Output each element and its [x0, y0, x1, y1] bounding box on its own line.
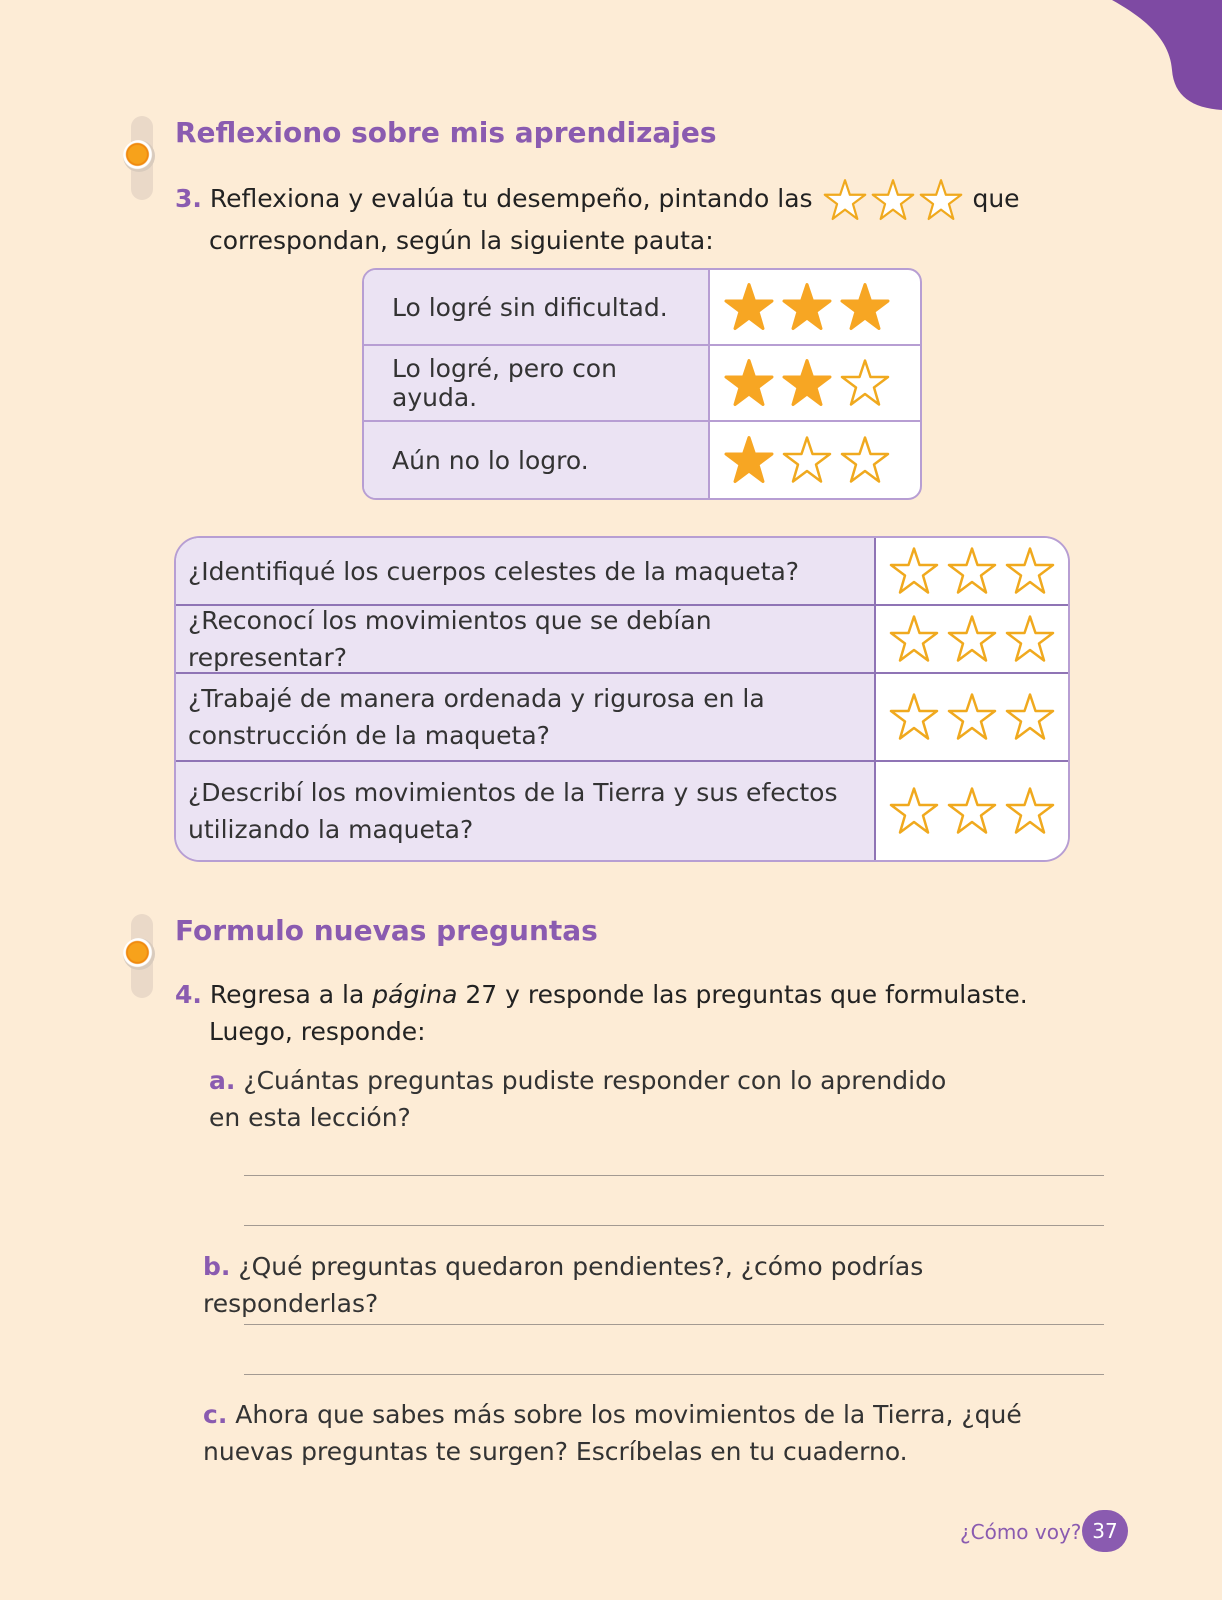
rating-stars: [876, 538, 1068, 604]
rating-stars: [876, 606, 1068, 672]
empty-star-icon[interactable]: [947, 614, 997, 664]
empty-star-icon[interactable]: [1005, 786, 1055, 836]
answer-line[interactable]: [244, 1324, 1104, 1325]
question-text: Regresa a la: [209, 980, 365, 1009]
legend-row: [364, 270, 920, 346]
answer-line[interactable]: [244, 1225, 1104, 1226]
empty-star-icon[interactable]: [1005, 692, 1055, 742]
empty-star-icon: [919, 178, 963, 222]
filled-star-icon: [724, 358, 774, 408]
question-text: Reflexiona y evalúa tu desempeño, pintando las: [209, 184, 813, 213]
empty-star-icon: [782, 435, 832, 485]
rating-stars: [876, 762, 1068, 860]
sub-item-c: c. Ahora que sabes más sobre los movimientos de la Tierra, ¿qué nuevas preguntas te surgen? Escríbelas en tu cuaderno.: [203, 1400, 1022, 1466]
footer-label: ¿Cómo voy?: [960, 1520, 1082, 1544]
legend-label: Aún no lo logro.: [364, 422, 710, 498]
question-4: [175, 976, 1075, 1050]
self-evaluation-table: [174, 536, 1070, 862]
question-text-line2: Luego, responde:: [209, 1017, 426, 1046]
section-marker: [122, 914, 162, 1002]
corner-decoration: [1112, 0, 1222, 110]
legend-stars: [710, 346, 920, 420]
question-text-end: que: [972, 184, 1020, 213]
filled-star-icon: [724, 282, 774, 332]
evaluation-question: ¿Identifiqué los cuerpos celestes de la maqueta?: [176, 538, 876, 604]
evaluation-question: ¿Describí los movimientos de la Tierra y sus efectos utilizando la maqueta?: [176, 762, 876, 860]
section-title: Reflexiono sobre mis aprendizajes: [175, 116, 717, 149]
empty-star-icon: [823, 178, 867, 222]
legend-label: Lo logré sin dificultad.: [364, 270, 710, 344]
answer-line[interactable]: [244, 1374, 1104, 1375]
evaluation-row: [176, 606, 1068, 674]
question-text-line2: correspondan, según la siguiente pauta:: [209, 226, 714, 255]
legend-stars: [710, 422, 920, 498]
section-title: Formulo nuevas preguntas: [175, 914, 598, 947]
answer-line[interactable]: [244, 1175, 1104, 1176]
legend-row: [364, 422, 920, 498]
legend-label: Lo logré, pero con ayuda.: [364, 346, 710, 420]
empty-star-icon[interactable]: [947, 692, 997, 742]
rating-legend-table: [362, 268, 922, 500]
empty-star-icon[interactable]: [889, 786, 939, 836]
section-marker: [122, 116, 162, 204]
empty-star-icon[interactable]: [947, 786, 997, 836]
sub-item-a: a. ¿Cuántas preguntas pudiste responder con lo aprendido en esta lección?: [209, 1066, 947, 1132]
filled-star-icon: [782, 282, 832, 332]
page-ref-italic: página: [372, 980, 458, 1009]
filled-star-icon: [840, 282, 890, 332]
legend-row: [364, 346, 920, 422]
empty-star-icon[interactable]: [947, 546, 997, 596]
empty-star-icon[interactable]: [889, 614, 939, 664]
empty-star-icon: [840, 358, 890, 408]
evaluation-row: [176, 674, 1068, 762]
empty-star-icon[interactable]: [1005, 546, 1055, 596]
empty-star-icon: [871, 178, 915, 222]
empty-star-icon[interactable]: [889, 546, 939, 596]
question-text-end: y responde las preguntas que formulaste.: [505, 980, 1028, 1009]
filled-star-icon: [724, 435, 774, 485]
evaluation-row: [176, 538, 1068, 606]
sub-item-b: b. ¿Qué preguntas quedaron pendientes?, ¿cómo podrías responderlas?: [203, 1252, 924, 1318]
inline-stars: [823, 178, 963, 222]
empty-star-icon[interactable]: [1005, 614, 1055, 664]
evaluation-question: ¿Trabajé de manera ordenada y rigurosa en la construcción de la maqueta?: [176, 674, 876, 760]
page-ref: 27: [465, 980, 498, 1009]
legend-stars: [710, 270, 920, 344]
question-3: [175, 178, 1075, 259]
evaluation-question: ¿Reconocí los movimientos que se debían representar?: [176, 606, 876, 672]
empty-star-icon: [840, 435, 890, 485]
question-number: 4.: [175, 980, 202, 1009]
question-number: 3.: [175, 184, 202, 213]
empty-star-icon[interactable]: [889, 692, 939, 742]
rating-stars: [876, 674, 1068, 760]
evaluation-row: [176, 762, 1068, 860]
page-number: 37: [1082, 1510, 1128, 1552]
filled-star-icon: [782, 358, 832, 408]
